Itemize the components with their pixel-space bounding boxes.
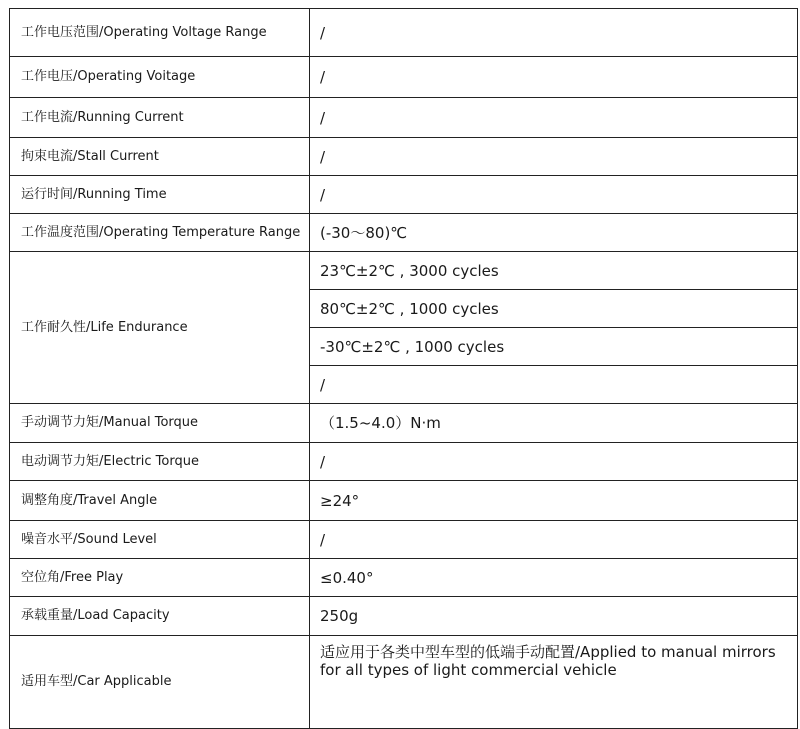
table-row xyxy=(10,481,798,521)
table-row xyxy=(10,597,798,636)
row-value: / xyxy=(310,9,798,57)
table-row xyxy=(10,559,798,597)
row-label: 工作温度范围/Operating Temperature Range xyxy=(10,214,310,252)
table-row xyxy=(10,443,798,481)
endurance-value: -30℃±2℃ , 1000 cycles xyxy=(310,328,798,366)
row-value: ≥24° xyxy=(310,481,798,521)
row-value: / xyxy=(310,138,798,176)
row-label: 噪音水平/Sound Level xyxy=(10,521,310,559)
row-label: 适用车型/Car Applicable xyxy=(10,636,310,729)
row-label: 手动调节力矩/Manual Torque xyxy=(10,404,310,443)
endurance-value: / xyxy=(310,366,798,404)
row-value: 适应用于各类中型车型的低端手动配置/Applied to manual mirrors for all types of light commercial vehicle xyxy=(310,636,798,729)
row-label: 拘束电流/Stall Current xyxy=(10,138,310,176)
endurance-value: 23℃±2℃ , 3000 cycles xyxy=(310,252,798,290)
row-value: ≤0.40° xyxy=(310,559,798,597)
spec-table xyxy=(9,8,798,729)
row-value: 250g xyxy=(310,597,798,636)
row-value: / xyxy=(310,98,798,138)
row-label: 运行时间/Running Time xyxy=(10,176,310,214)
row-label: 电动调节力矩/Electric Torque xyxy=(10,443,310,481)
endurance-value: 80℃±2℃ , 1000 cycles xyxy=(310,290,798,328)
table-row xyxy=(10,138,798,176)
row-label: 空位角/Free Play xyxy=(10,559,310,597)
table-row xyxy=(10,176,798,214)
row-value: / xyxy=(310,57,798,98)
table-row xyxy=(10,636,798,729)
row-value: （1.5~4.0）N·m xyxy=(310,404,798,443)
table-row xyxy=(10,57,798,98)
row-value: / xyxy=(310,176,798,214)
row-label: 工作电压/Operating Voitage xyxy=(10,57,310,98)
row-label: 工作电流/Running Current xyxy=(10,98,310,138)
row-label: 承载重量/Load Capacity xyxy=(10,597,310,636)
row-value: (-30～80)℃ xyxy=(310,214,798,252)
row-label: 工作耐久性/Life Endurance xyxy=(10,252,310,404)
table-row xyxy=(10,252,798,290)
row-label: 工作电压范围/Operating Voltage Range xyxy=(10,9,310,57)
row-label: 调整角度/Travel Angle xyxy=(10,481,310,521)
row-value: / xyxy=(310,521,798,559)
row-value: / xyxy=(310,443,798,481)
table-row xyxy=(10,521,798,559)
table-row xyxy=(10,9,798,57)
table-row xyxy=(10,98,798,138)
table-row xyxy=(10,214,798,252)
table-row xyxy=(10,404,798,443)
